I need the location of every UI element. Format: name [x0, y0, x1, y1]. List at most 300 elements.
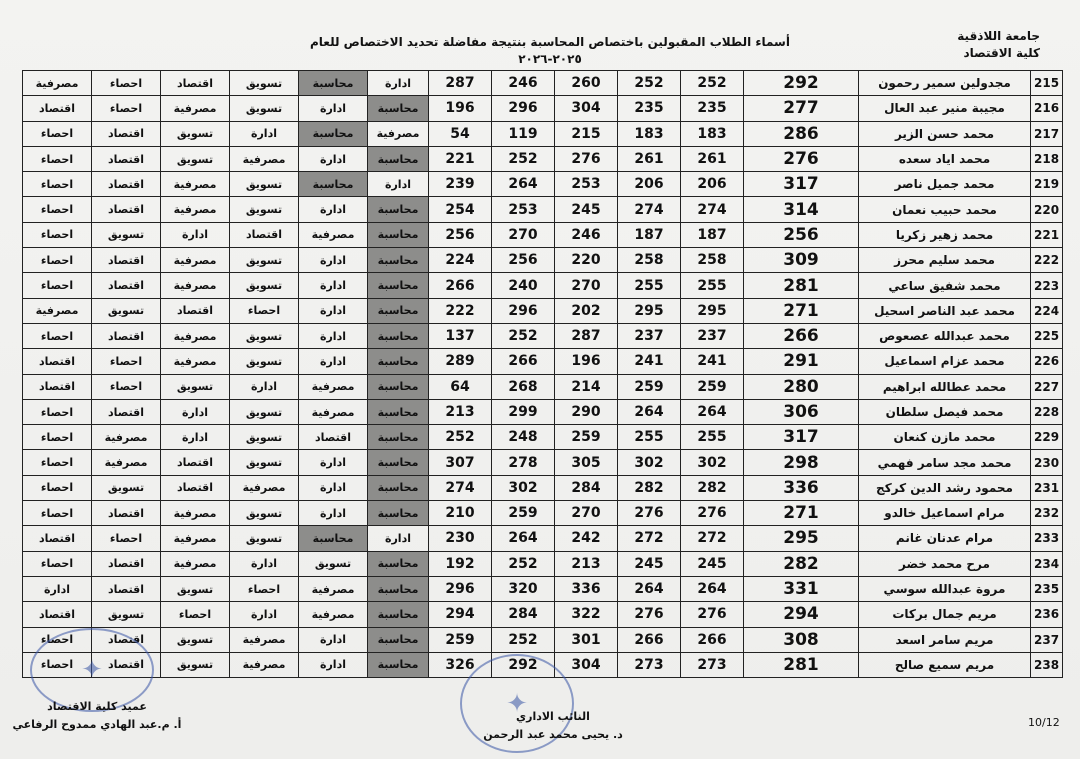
preference-choice: محاسبة — [299, 71, 368, 96]
preference-choice: تسويق — [230, 197, 299, 222]
subject-score: 224 — [429, 248, 492, 273]
subject-score: 137 — [429, 323, 492, 348]
row-number: 217 — [1031, 121, 1063, 146]
table-row — [23, 551, 1063, 576]
subject-score: 299 — [492, 399, 555, 424]
preference-choice: مصرفية — [161, 172, 230, 197]
subject-score: 272 — [618, 526, 681, 551]
preference-choice: ادارة — [299, 652, 368, 677]
preference-choice: تسويق — [92, 602, 161, 627]
student-name: محمد مجد سامر فهمي — [859, 450, 1031, 475]
subject-score: 302 — [681, 450, 744, 475]
preference-choice: محاسبة — [368, 197, 429, 222]
subject-score: 290 — [555, 399, 618, 424]
student-name: محمد عبد الناصر اسحيل — [859, 298, 1031, 323]
preference-choice: اقتصاد — [161, 450, 230, 475]
subject-score: 264 — [492, 172, 555, 197]
row-number: 237 — [1031, 627, 1063, 652]
preference-choice: احصاء — [23, 627, 92, 652]
table-row — [23, 475, 1063, 500]
subject-score: 272 — [681, 526, 744, 551]
total-score: 286 — [744, 121, 859, 146]
student-name: مريم جمال بركات — [859, 602, 1031, 627]
preference-choice: محاسبة — [368, 602, 429, 627]
row-number: 229 — [1031, 425, 1063, 450]
subject-score: 307 — [429, 450, 492, 475]
preference-choice: مصرفية — [161, 96, 230, 121]
preference-choice: اقتصاد — [92, 627, 161, 652]
preference-choice: محاسبة — [368, 248, 429, 273]
subject-score: 320 — [492, 576, 555, 601]
subject-score: 282 — [618, 475, 681, 500]
subject-score: 304 — [555, 652, 618, 677]
subject-score: 240 — [492, 273, 555, 298]
preference-choice: احصاء — [23, 551, 92, 576]
student-name: محمد مازن كنعان — [859, 425, 1031, 450]
preference-choice: اقتصاد — [92, 121, 161, 146]
admitted-students-table — [22, 70, 1063, 678]
row-number: 227 — [1031, 374, 1063, 399]
preference-choice: اقتصاد — [92, 172, 161, 197]
preference-choice: محاسبة — [368, 146, 429, 171]
total-score: 280 — [744, 374, 859, 399]
preference-choice: احصاء — [230, 576, 299, 601]
subject-score: 304 — [555, 96, 618, 121]
total-score: 276 — [744, 146, 859, 171]
preference-choice: تسويق — [230, 526, 299, 551]
subject-score: 274 — [618, 197, 681, 222]
preference-choice: مصرفية — [299, 602, 368, 627]
subject-score: 295 — [681, 298, 744, 323]
preference-choice: تسويق — [161, 146, 230, 171]
preference-choice: ادارة — [299, 323, 368, 348]
subject-score: 259 — [492, 501, 555, 526]
preference-choice: محاسبة — [368, 450, 429, 475]
subject-score: 259 — [555, 425, 618, 450]
subject-score: 252 — [429, 425, 492, 450]
preference-choice: تسويق — [230, 349, 299, 374]
preference-choice: ادارة — [299, 298, 368, 323]
student-name: محمد حسن الزير — [859, 121, 1031, 146]
row-number: 225 — [1031, 323, 1063, 348]
subject-score: 270 — [492, 222, 555, 247]
preference-choice: تسويق — [161, 121, 230, 146]
preference-choice: ادارة — [161, 222, 230, 247]
subject-score: 270 — [555, 501, 618, 526]
total-score: 306 — [744, 399, 859, 424]
university-name: جامعة اللاذقية — [957, 29, 1040, 43]
total-score: 277 — [744, 96, 859, 121]
student-name: مريم سامر اسعد — [859, 627, 1031, 652]
preference-choice: ادارة — [368, 71, 429, 96]
preference-choice: احصاء — [23, 172, 92, 197]
subject-score: 274 — [681, 197, 744, 222]
subject-score: 294 — [429, 602, 492, 627]
preference-choice: ادارة — [299, 501, 368, 526]
preference-choice: احصاء — [23, 399, 92, 424]
dean-signature-block — [12, 698, 182, 734]
preference-choice: مصرفية — [299, 222, 368, 247]
row-number: 216 — [1031, 96, 1063, 121]
subject-score: 254 — [429, 197, 492, 222]
preference-choice: محاسبة — [368, 349, 429, 374]
preference-choice: تسويق — [230, 501, 299, 526]
preference-choice: احصاء — [92, 71, 161, 96]
student-name: محمد شفيق ساعي — [859, 273, 1031, 298]
subject-score: 252 — [618, 71, 681, 96]
subject-score: 202 — [555, 298, 618, 323]
preference-choice: اقتصاد — [23, 374, 92, 399]
total-score: 266 — [744, 323, 859, 348]
preference-choice: ادارة — [161, 425, 230, 450]
row-number: 226 — [1031, 349, 1063, 374]
preference-choice: ادارة — [368, 172, 429, 197]
subject-score: 259 — [429, 627, 492, 652]
subject-score: 252 — [492, 627, 555, 652]
preference-choice: ادارة — [230, 602, 299, 627]
preference-choice: احصاء — [23, 475, 92, 500]
subject-score: 278 — [492, 450, 555, 475]
preference-choice: تسويق — [230, 248, 299, 273]
total-score: 314 — [744, 197, 859, 222]
preference-choice: اقتصاد — [23, 349, 92, 374]
row-number: 228 — [1031, 399, 1063, 424]
deputy-name: د. يحيى محمد عبد الرحمن — [483, 728, 623, 741]
subject-score: 183 — [681, 121, 744, 146]
row-number: 231 — [1031, 475, 1063, 500]
subject-score: 259 — [681, 374, 744, 399]
subject-score: 237 — [618, 323, 681, 348]
preference-choice: مصرفية — [161, 501, 230, 526]
preference-choice: ادارة — [299, 146, 368, 171]
subject-score: 264 — [681, 399, 744, 424]
preference-choice: تسويق — [161, 627, 230, 652]
preference-choice: محاسبة — [368, 399, 429, 424]
student-name: مرام عدنان غانم — [859, 526, 1031, 551]
subject-score: 220 — [555, 248, 618, 273]
student-name: مريم سميع صالح — [859, 652, 1031, 677]
subject-score: 222 — [429, 298, 492, 323]
preference-choice: اقتصاد — [23, 96, 92, 121]
student-name: مروة عبدالله سوسي — [859, 576, 1031, 601]
preference-choice: اقتصاد — [92, 501, 161, 526]
total-score: 331 — [744, 576, 859, 601]
table-row — [23, 450, 1063, 475]
subject-score: 119 — [492, 121, 555, 146]
subject-score: 255 — [618, 273, 681, 298]
subject-score: 183 — [618, 121, 681, 146]
subject-score: 261 — [681, 146, 744, 171]
preference-choice: محاسبة — [368, 425, 429, 450]
preference-choice: اقتصاد — [299, 425, 368, 450]
preference-choice: مصرفية — [230, 652, 299, 677]
subject-score: 235 — [618, 96, 681, 121]
subject-score: 336 — [555, 576, 618, 601]
preference-choice: احصاء — [23, 197, 92, 222]
subject-score: 264 — [618, 576, 681, 601]
subject-score: 242 — [555, 526, 618, 551]
subject-score: 246 — [555, 222, 618, 247]
subject-score: 258 — [618, 248, 681, 273]
preference-choice: محاسبة — [299, 172, 368, 197]
preference-choice: تسويق — [92, 222, 161, 247]
subject-score: 252 — [492, 146, 555, 171]
preference-choice: احصاء — [23, 501, 92, 526]
table-row — [23, 222, 1063, 247]
subject-score: 64 — [429, 374, 492, 399]
preference-choice: محاسبة — [368, 551, 429, 576]
preference-choice: احصاء — [23, 222, 92, 247]
preference-choice: مصرفية — [23, 71, 92, 96]
student-name: محمد اياد سعده — [859, 146, 1031, 171]
subject-score: 266 — [618, 627, 681, 652]
row-number: 222 — [1031, 248, 1063, 273]
preference-choice: اقتصاد — [23, 526, 92, 551]
subject-score: 241 — [618, 349, 681, 374]
subject-score: 264 — [618, 399, 681, 424]
subject-score: 274 — [429, 475, 492, 500]
table-row — [23, 349, 1063, 374]
total-score: 292 — [744, 71, 859, 96]
total-score: 281 — [744, 652, 859, 677]
preference-choice: تسويق — [161, 652, 230, 677]
subject-score: 206 — [618, 172, 681, 197]
row-number: 236 — [1031, 602, 1063, 627]
preference-choice: ادارة — [161, 399, 230, 424]
total-score: 336 — [744, 475, 859, 500]
total-score: 294 — [744, 602, 859, 627]
subject-score: 235 — [681, 96, 744, 121]
subject-score: 245 — [618, 551, 681, 576]
deputy-signature-block — [478, 708, 628, 744]
subject-score: 245 — [555, 197, 618, 222]
subject-score: 273 — [681, 652, 744, 677]
preference-choice: ادارة — [299, 248, 368, 273]
subject-score: 276 — [555, 146, 618, 171]
preference-choice: مصرفية — [161, 551, 230, 576]
preference-choice: اقتصاد — [92, 248, 161, 273]
subject-score: 241 — [681, 349, 744, 374]
preference-choice: اقتصاد — [92, 323, 161, 348]
preference-choice: احصاء — [92, 349, 161, 374]
subject-score: 296 — [492, 298, 555, 323]
table-row — [23, 627, 1063, 652]
subject-score: 273 — [618, 652, 681, 677]
preference-choice: احصاء — [23, 425, 92, 450]
student-name: محمد فيصل سلطان — [859, 399, 1031, 424]
faculty-name: كلية الاقتصاد — [963, 46, 1040, 60]
preference-choice: ادارة — [230, 374, 299, 399]
student-name: مرح محمد خضر — [859, 551, 1031, 576]
subject-score: 284 — [555, 475, 618, 500]
preference-choice: احصاء — [230, 298, 299, 323]
preference-choice: محاسبة — [368, 374, 429, 399]
preference-choice: مصرفية — [368, 121, 429, 146]
subject-score: 239 — [429, 172, 492, 197]
subject-score: 255 — [618, 425, 681, 450]
subject-score: 187 — [618, 222, 681, 247]
preference-choice: تسويق — [230, 96, 299, 121]
student-name: محمد جميل ناصر — [859, 172, 1031, 197]
subject-score: 196 — [429, 96, 492, 121]
subject-score: 187 — [681, 222, 744, 247]
preference-choice: ادارة — [299, 96, 368, 121]
total-score: 317 — [744, 172, 859, 197]
subject-score: 302 — [492, 475, 555, 500]
subject-score: 287 — [555, 323, 618, 348]
student-name: محمد سليم محرز — [859, 248, 1031, 273]
total-score: 317 — [744, 425, 859, 450]
total-score: 282 — [744, 551, 859, 576]
preference-choice: تسويق — [230, 399, 299, 424]
subject-score: 284 — [492, 602, 555, 627]
row-number: 221 — [1031, 222, 1063, 247]
student-name: محمود رشد الدين كركج — [859, 475, 1031, 500]
row-number: 219 — [1031, 172, 1063, 197]
table-row — [23, 96, 1063, 121]
student-name: محمد عبدالله عصعوص — [859, 323, 1031, 348]
total-score: 256 — [744, 222, 859, 247]
row-number: 215 — [1031, 71, 1063, 96]
preference-choice: ادارة — [230, 121, 299, 146]
preference-choice: مصرفية — [230, 146, 299, 171]
preference-choice: محاسبة — [299, 121, 368, 146]
deputy-stamp: ✦ — [460, 654, 574, 753]
subject-score: 196 — [555, 349, 618, 374]
subject-score: 264 — [492, 526, 555, 551]
subject-score: 256 — [492, 248, 555, 273]
subject-score: 248 — [492, 425, 555, 450]
subject-score: 268 — [492, 374, 555, 399]
subject-score: 296 — [429, 576, 492, 601]
preference-choice: اقتصاد — [161, 298, 230, 323]
table-row — [23, 526, 1063, 551]
table-row — [23, 576, 1063, 601]
preference-choice: محاسبة — [368, 273, 429, 298]
preference-choice: مصرفية — [299, 399, 368, 424]
subject-score: 276 — [618, 501, 681, 526]
total-score: 295 — [744, 526, 859, 551]
subject-score: 289 — [429, 349, 492, 374]
subject-score: 287 — [429, 71, 492, 96]
preference-choice: احصاء — [92, 526, 161, 551]
subject-score: 270 — [555, 273, 618, 298]
table-row — [23, 501, 1063, 526]
preference-choice: تسويق — [299, 551, 368, 576]
row-number: 235 — [1031, 576, 1063, 601]
preference-choice: اقتصاد — [92, 399, 161, 424]
subject-score: 252 — [492, 323, 555, 348]
preference-choice: مصرفية — [161, 323, 230, 348]
subject-score: 266 — [681, 627, 744, 652]
preference-choice: محاسبة — [368, 323, 429, 348]
student-name: مجدولين سمير رحمون — [859, 71, 1031, 96]
preference-choice: محاسبة — [368, 652, 429, 677]
preference-choice: تسويق — [230, 323, 299, 348]
subject-score: 295 — [618, 298, 681, 323]
preference-choice: محاسبة — [368, 222, 429, 247]
subject-score: 266 — [492, 349, 555, 374]
dean-name: أ. م.عبد الهادي ممدوح الرفاعي — [12, 718, 182, 731]
subject-score: 246 — [492, 71, 555, 96]
preference-choice: تسويق — [230, 425, 299, 450]
subject-score: 276 — [681, 501, 744, 526]
preference-choice: اقتصاد — [230, 222, 299, 247]
preference-choice: ادارة — [299, 349, 368, 374]
subject-score: 221 — [429, 146, 492, 171]
preference-choice: محاسبة — [368, 475, 429, 500]
subject-score: 213 — [429, 399, 492, 424]
row-number: 230 — [1031, 450, 1063, 475]
preference-choice: احصاء — [23, 146, 92, 171]
preference-choice: احصاء — [92, 374, 161, 399]
subject-score: 206 — [681, 172, 744, 197]
subject-score: 214 — [555, 374, 618, 399]
row-number: 218 — [1031, 146, 1063, 171]
preference-choice: مصرفية — [161, 273, 230, 298]
table-row — [23, 425, 1063, 450]
preference-choice: احصاء — [23, 323, 92, 348]
student-name: محمد زهير زكريا — [859, 222, 1031, 247]
subject-score: 256 — [429, 222, 492, 247]
subject-score: 322 — [555, 602, 618, 627]
preference-choice: محاسبة — [299, 526, 368, 551]
preference-choice: مصرفية — [161, 248, 230, 273]
subject-score: 302 — [618, 450, 681, 475]
preference-choice: مصرفية — [23, 298, 92, 323]
preference-choice: مصرفية — [92, 425, 161, 450]
dean-title: عميد كلية الاقتصاد — [47, 700, 147, 713]
preference-choice: تسويق — [230, 450, 299, 475]
subject-score: 266 — [429, 273, 492, 298]
page-number: 10/12 — [1028, 716, 1060, 729]
subject-score: 276 — [618, 602, 681, 627]
subject-score: 264 — [681, 576, 744, 601]
preference-choice: اقتصاد — [161, 475, 230, 500]
subject-score: 237 — [681, 323, 744, 348]
total-score: 271 — [744, 298, 859, 323]
subject-score: 253 — [492, 197, 555, 222]
preference-choice: احصاء — [23, 450, 92, 475]
preference-choice: احصاء — [92, 96, 161, 121]
preference-choice: احصاء — [23, 652, 92, 677]
subject-score: 258 — [681, 248, 744, 273]
total-score: 291 — [744, 349, 859, 374]
table-row — [23, 399, 1063, 424]
subject-score: 255 — [681, 273, 744, 298]
subject-score: 213 — [555, 551, 618, 576]
preference-choice: مصرفية — [299, 374, 368, 399]
total-score: 308 — [744, 627, 859, 652]
document-title: أسماء الطلاب المقبولين باختصاص المحاسبة بنتيجة مفاضلة تحديد الاختصاص للعام ٢٠٢٥-٢٠٢٦ — [310, 35, 790, 66]
preference-choice: مصرفية — [161, 526, 230, 551]
subject-score: 252 — [492, 551, 555, 576]
subject-score: 301 — [555, 627, 618, 652]
preference-choice: احصاء — [161, 602, 230, 627]
table-row — [23, 273, 1063, 298]
row-number: 234 — [1031, 551, 1063, 576]
preference-choice: ادارة — [299, 627, 368, 652]
subject-score: 276 — [681, 602, 744, 627]
row-number: 233 — [1031, 526, 1063, 551]
total-score: 271 — [744, 501, 859, 526]
preference-choice: محاسبة — [368, 298, 429, 323]
subject-score: 261 — [618, 146, 681, 171]
preference-choice: اقتصاد — [92, 576, 161, 601]
subject-score: 326 — [429, 652, 492, 677]
subject-score: 259 — [618, 374, 681, 399]
preference-choice: اقتصاد — [23, 602, 92, 627]
